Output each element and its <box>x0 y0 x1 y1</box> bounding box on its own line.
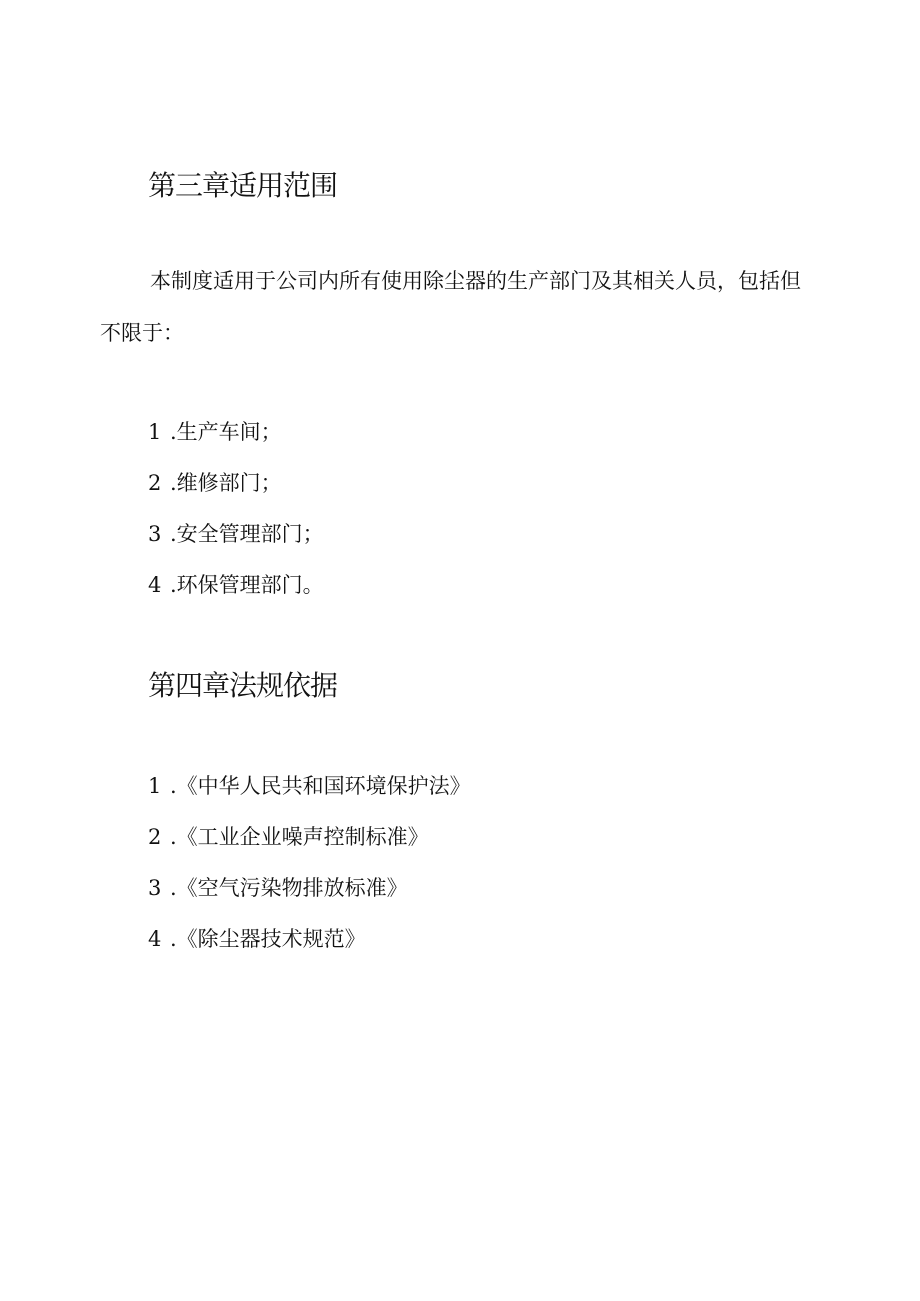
chapter3-paragraph: 本制度适用于公司内所有使用除尘器的生产部门及其相关人员，包括但不限于： <box>100 269 801 345</box>
list-item <box>148 819 471 870</box>
list-item-text: .《除尘器技术规范》 <box>170 927 366 951</box>
list-item-number: 4 <box>148 573 162 597</box>
chapter4-heading: 第四章法规依据 <box>148 669 338 702</box>
list-item-number: 3 <box>148 522 162 546</box>
list-item-text: .安全管理部门； <box>170 522 324 546</box>
list-item <box>148 567 324 618</box>
chapter3-heading: 第三章适用范围 <box>148 169 338 202</box>
list-item <box>148 414 324 465</box>
list-item <box>148 921 471 972</box>
list-item <box>148 768 471 819</box>
list-item <box>148 870 471 921</box>
list-item-text: .生产车间； <box>170 420 282 444</box>
list-item-text: .《中华人民共和国环境保护法》 <box>170 774 471 798</box>
list-item-text: .《工业企业噪声控制标准》 <box>170 825 429 849</box>
list-item-number: 2 <box>148 471 162 495</box>
list-item-text: .《空气污染物排放标准》 <box>170 876 408 900</box>
list-item <box>148 516 324 567</box>
list-item-number: 3 <box>148 876 162 900</box>
list-item-text: .环保管理部门。 <box>170 573 324 597</box>
list-item-text: .维修部门； <box>170 471 282 495</box>
list-item-number: 1 <box>148 420 162 444</box>
list-item-number: 1 <box>148 774 162 798</box>
list-item-number: 4 <box>148 927 162 951</box>
list-item <box>148 465 324 516</box>
list-item-number: 2 <box>148 825 162 849</box>
chapter4-list <box>148 768 471 972</box>
chapter3-list <box>148 414 324 618</box>
